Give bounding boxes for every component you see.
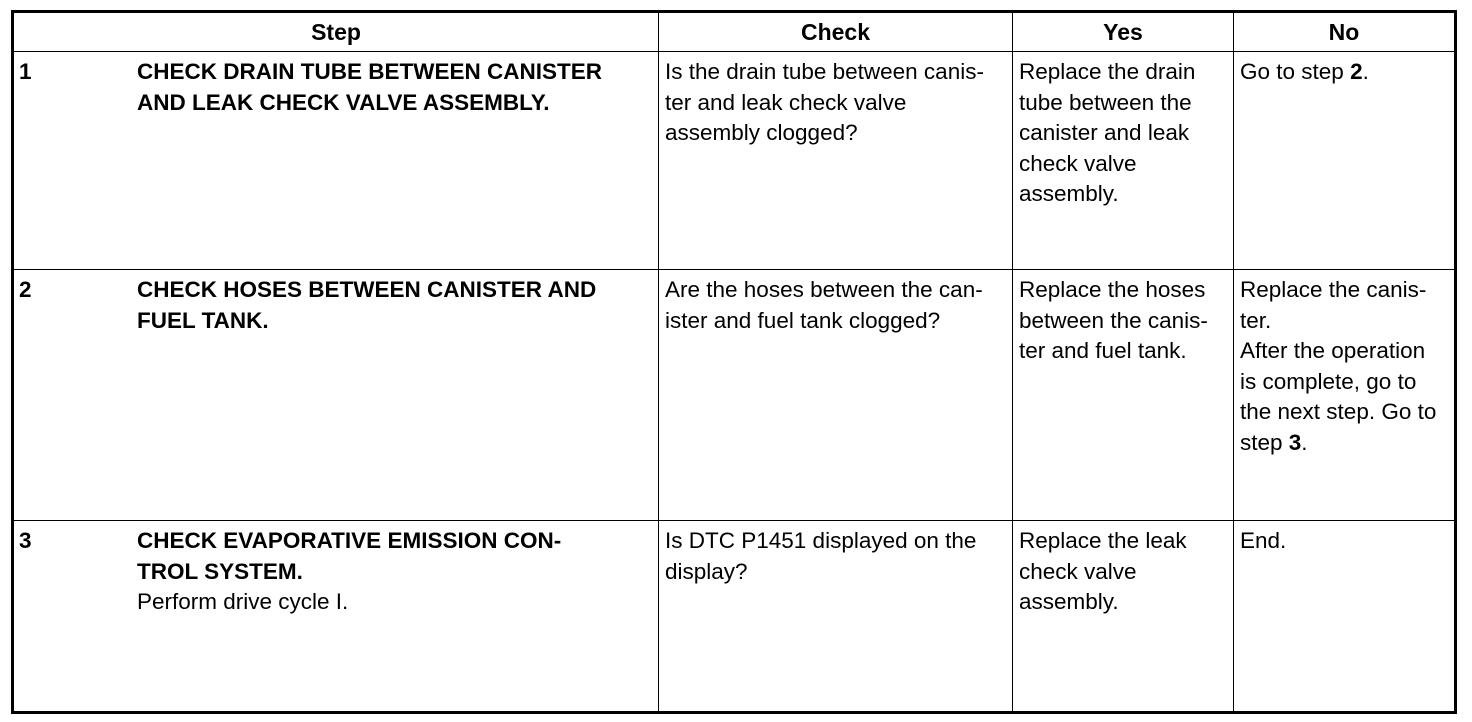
check-line: assembly clogged? xyxy=(665,120,858,145)
yes-cell xyxy=(1013,52,1234,270)
no-line: ter. xyxy=(1240,307,1272,333)
no-cell xyxy=(1234,270,1456,521)
yes-line: Replace the drain xyxy=(1019,59,1196,84)
table-row xyxy=(13,521,1456,713)
no-cell xyxy=(1234,521,1456,713)
diagnostic-table xyxy=(11,10,1457,714)
check-line: ister and fuel tank clogged? xyxy=(665,307,941,333)
check-line: Are the hoses between the can- xyxy=(665,277,983,302)
step-cell xyxy=(13,270,659,521)
yes-line: tube between the xyxy=(1019,89,1192,115)
step-title-line: AND LEAK CHECK VALVE ASSEMBLY. xyxy=(137,89,550,115)
no-text: step xyxy=(1240,429,1289,455)
step-instruction: Perform drive cycle I. xyxy=(137,589,349,614)
yes-line: canister and leak xyxy=(1019,120,1190,145)
no-text: Go to step xyxy=(1240,59,1351,84)
step-title-line: CHECK HOSES BETWEEN CANISTER AND xyxy=(137,277,597,302)
check-cell xyxy=(659,521,1013,713)
header-check: Check xyxy=(659,12,1013,52)
step-number: 3 xyxy=(19,528,32,553)
yes-cell xyxy=(1013,270,1234,521)
check-line: display? xyxy=(665,558,748,584)
no-line: is complete, go to xyxy=(1240,368,1417,394)
step-reference: 2 xyxy=(1350,59,1363,84)
step-title-line: CHECK EVAPORATIVE EMISSION CON- xyxy=(137,528,562,553)
yes-line: check valve xyxy=(1019,150,1137,176)
no-line xyxy=(1240,57,1448,88)
no-line: Replace the canis- xyxy=(1240,277,1427,302)
no-line xyxy=(1240,428,1448,459)
step-number: 1 xyxy=(19,59,32,84)
yes-line: ter and fuel tank. xyxy=(1019,338,1187,363)
check-cell xyxy=(659,270,1013,521)
header-yes: Yes xyxy=(1013,12,1234,52)
step-number: 2 xyxy=(19,277,32,302)
step-title-line: TROL SYSTEM. xyxy=(137,558,303,584)
no-line: the next step. Go to xyxy=(1240,399,1437,424)
yes-line: assembly. xyxy=(1019,589,1119,614)
no-text-suffix: . xyxy=(1301,429,1308,455)
header-step: Step xyxy=(13,12,659,52)
table-row xyxy=(13,270,1456,521)
step-cell xyxy=(13,52,659,270)
check-line: Is the drain tube between canis- xyxy=(665,59,984,84)
yes-cell xyxy=(1013,521,1234,713)
step-reference: 3 xyxy=(1288,429,1302,455)
header-row xyxy=(13,12,1456,52)
header-no: No xyxy=(1234,12,1456,52)
no-text-suffix: . xyxy=(1362,59,1369,84)
no-line: End. xyxy=(1240,528,1287,553)
yes-line: Replace the hoses xyxy=(1019,277,1206,302)
step-title-line: CHECK DRAIN TUBE BETWEEN CANISTER xyxy=(137,59,603,84)
check-line: Is DTC P1451 displayed on the xyxy=(665,528,977,553)
check-line: ter and leak check valve xyxy=(665,89,907,115)
yes-line: check valve xyxy=(1019,558,1137,584)
no-cell xyxy=(1234,52,1456,270)
table-row xyxy=(13,52,1456,270)
step-cell xyxy=(13,521,659,713)
yes-line: between the canis- xyxy=(1019,307,1208,333)
check-cell xyxy=(659,52,1013,270)
yes-line: Replace the leak xyxy=(1019,528,1187,553)
yes-line: assembly. xyxy=(1019,181,1119,206)
no-line: After the operation xyxy=(1240,338,1426,363)
step-title-line: FUEL TANK. xyxy=(137,307,269,333)
